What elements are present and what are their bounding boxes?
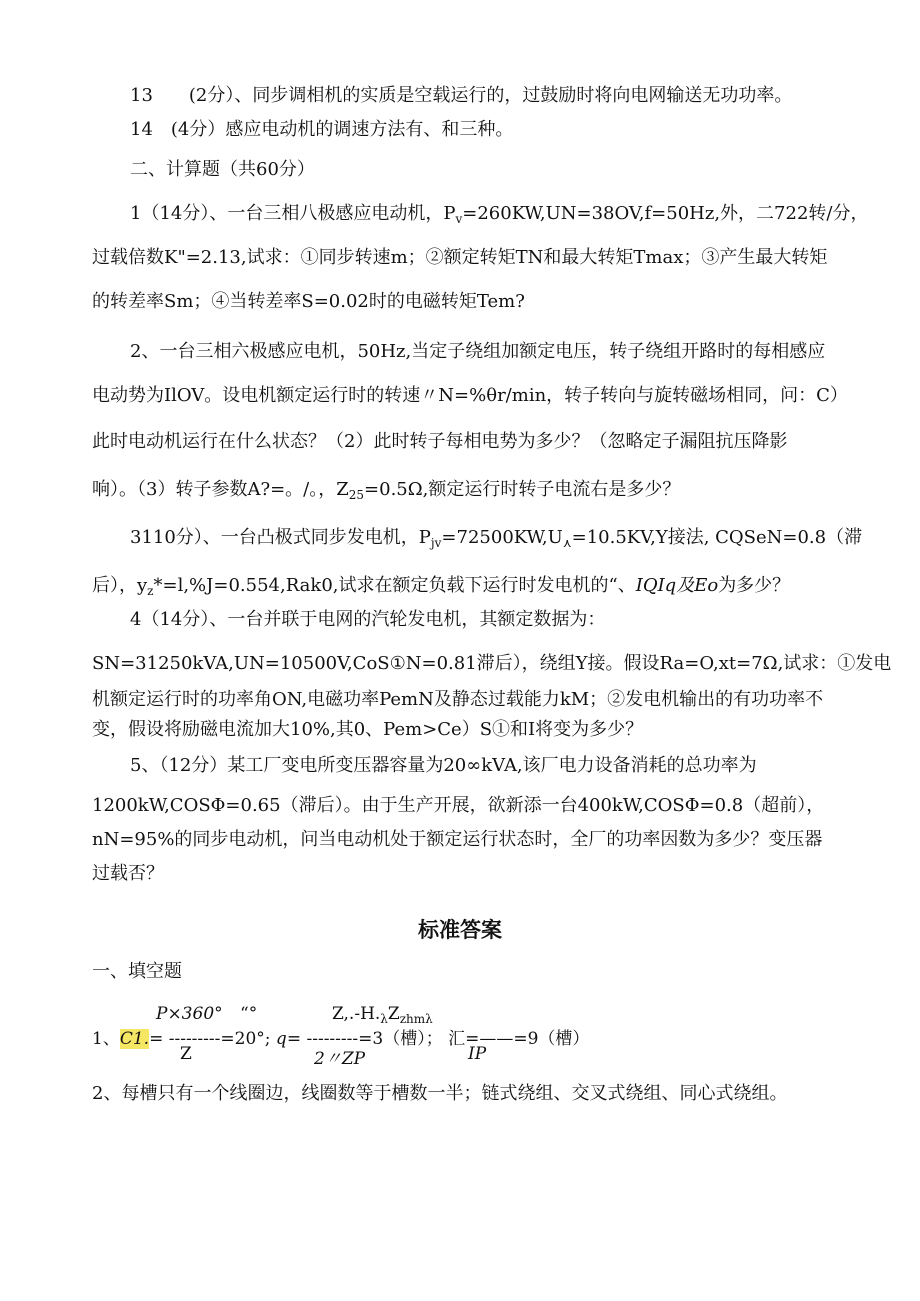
formula-numerator-1: P×360° xyxy=(156,1004,223,1024)
formula-main-line: 1、C1.= ---------=20°; q= ---------=3（槽）； 汇=——=9（槽） xyxy=(92,1029,590,1049)
formula-denominator-3: IP xyxy=(468,1044,487,1064)
problem-4-line-2: SN=31250kVA,UN=10500V,CoS①N=0.81滞后），绕组Y接。假设Ra=O,xt=7Ω,试求：①发电 xyxy=(92,653,892,674)
problem-2-line-2: 电动势为IlOV。设电机额定运行时的转速〃N=%θr/min，转子转向与旋转磁场相同，问：C） xyxy=(92,385,848,406)
formula-denominator-1: Z xyxy=(180,1044,192,1064)
problem-2-line-3: 此时电动机运行在什么状态？（2）此时转子每相电势为多少？（忽略定子漏阻抗压降影 xyxy=(92,431,788,452)
problem-4-line-3: 机额定运行时的功率角ON,电磁功率PemN及静态过载能力kM；②发电机输出的有功功率不 xyxy=(92,689,824,710)
problem-5-line-1: 5、（12分）某工厂变电所变压器容量为20∞kVA,该厂电力设备消耗的总功率为 xyxy=(130,755,757,776)
highlighted-symbol: C1. xyxy=(119,1029,150,1049)
problem-3-line-1: 3110分）、一台凸极式同步发电机，$P_{jv}=72500KW,U_⋏=10.5KV,Y$接法, CQSeN=0.8（滞 xyxy=(130,527,863,550)
problem-3-line-2: 后），$y_z*=l,\%J=0.554,Rak0$,试求在额定负载下运行时发电机的“、IQIq及Eo为多少？ xyxy=(92,575,791,598)
section-heading: 二、计算题（共60分） xyxy=(130,159,315,180)
formula-denominator-2: 2〃ZP xyxy=(314,1049,366,1069)
problem-5-line-4: 过载否？ xyxy=(92,863,164,884)
problem-2-line-1: 2、一台三相六极感应电机，50Hz,当定子绕组加额定电压，转子绕组开路时的每相感应 xyxy=(130,341,826,362)
problem-2-line-4: 响）。（3）转子参数A?=。/。，$Z_{25}=0.5\Omega$,额定运行时转子电流右是多少？ xyxy=(92,479,681,502)
formula-quote-mark: “° xyxy=(240,1004,258,1024)
answer-title: 标准答案 xyxy=(418,918,502,942)
question-13: 13 (2分）、同步调相机的实质是空载运行的，过鼓励时将向电网输送无功功率。 xyxy=(130,85,793,106)
formula-numerator-2: $Z,.-H._\lambda Z_{zhm\lambda}$ xyxy=(332,1004,433,1026)
problem-1-line-3: 的转差率Sm；④当转差率S=0.02时的电磁转矩Tem? xyxy=(92,291,525,312)
problem-1-line-1: 1（14分）、一台三相八极感应电动机，$P_v=260KW,UN=38OV,f=50Hz$,外，二722转/分， xyxy=(130,203,869,226)
problem-1-line-2: 过载倍数K"=2.13,试求：①同步转速m；②额定转矩TN和最大转矩Tmax；③产生最大转矩 xyxy=(92,247,828,268)
problem-4-line-4: 变，假设将励磁电流加大10%,其0、Pem>Ce）S①和I将变为多少？ xyxy=(92,719,644,740)
problem-5-line-2: 1200kW,COSΦ=0.65（滞后）。由于生产开展，欲新添一台400kW,COSΦ=0.8（超前）， xyxy=(92,795,825,816)
answer-item-2: 2、每槽只有一个线圈边，线圈数等于槽数一半；链式绕组、交叉式绕组、同心式绕组。 xyxy=(92,1083,788,1104)
problem-5-line-3: nN=95%的同步电动机，问当电动机处于额定运行状态时，全厂的功率因数为多少？变压器 xyxy=(92,829,823,850)
answer-section-heading: 一、填空题 xyxy=(92,961,182,982)
question-14: 14 (4分）感应电动机的调速方法有、和三种。 xyxy=(130,119,514,140)
problem-4-line-1: 4（14分）、一台并联于电网的汽轮发电机，其额定数据为： xyxy=(130,609,606,630)
